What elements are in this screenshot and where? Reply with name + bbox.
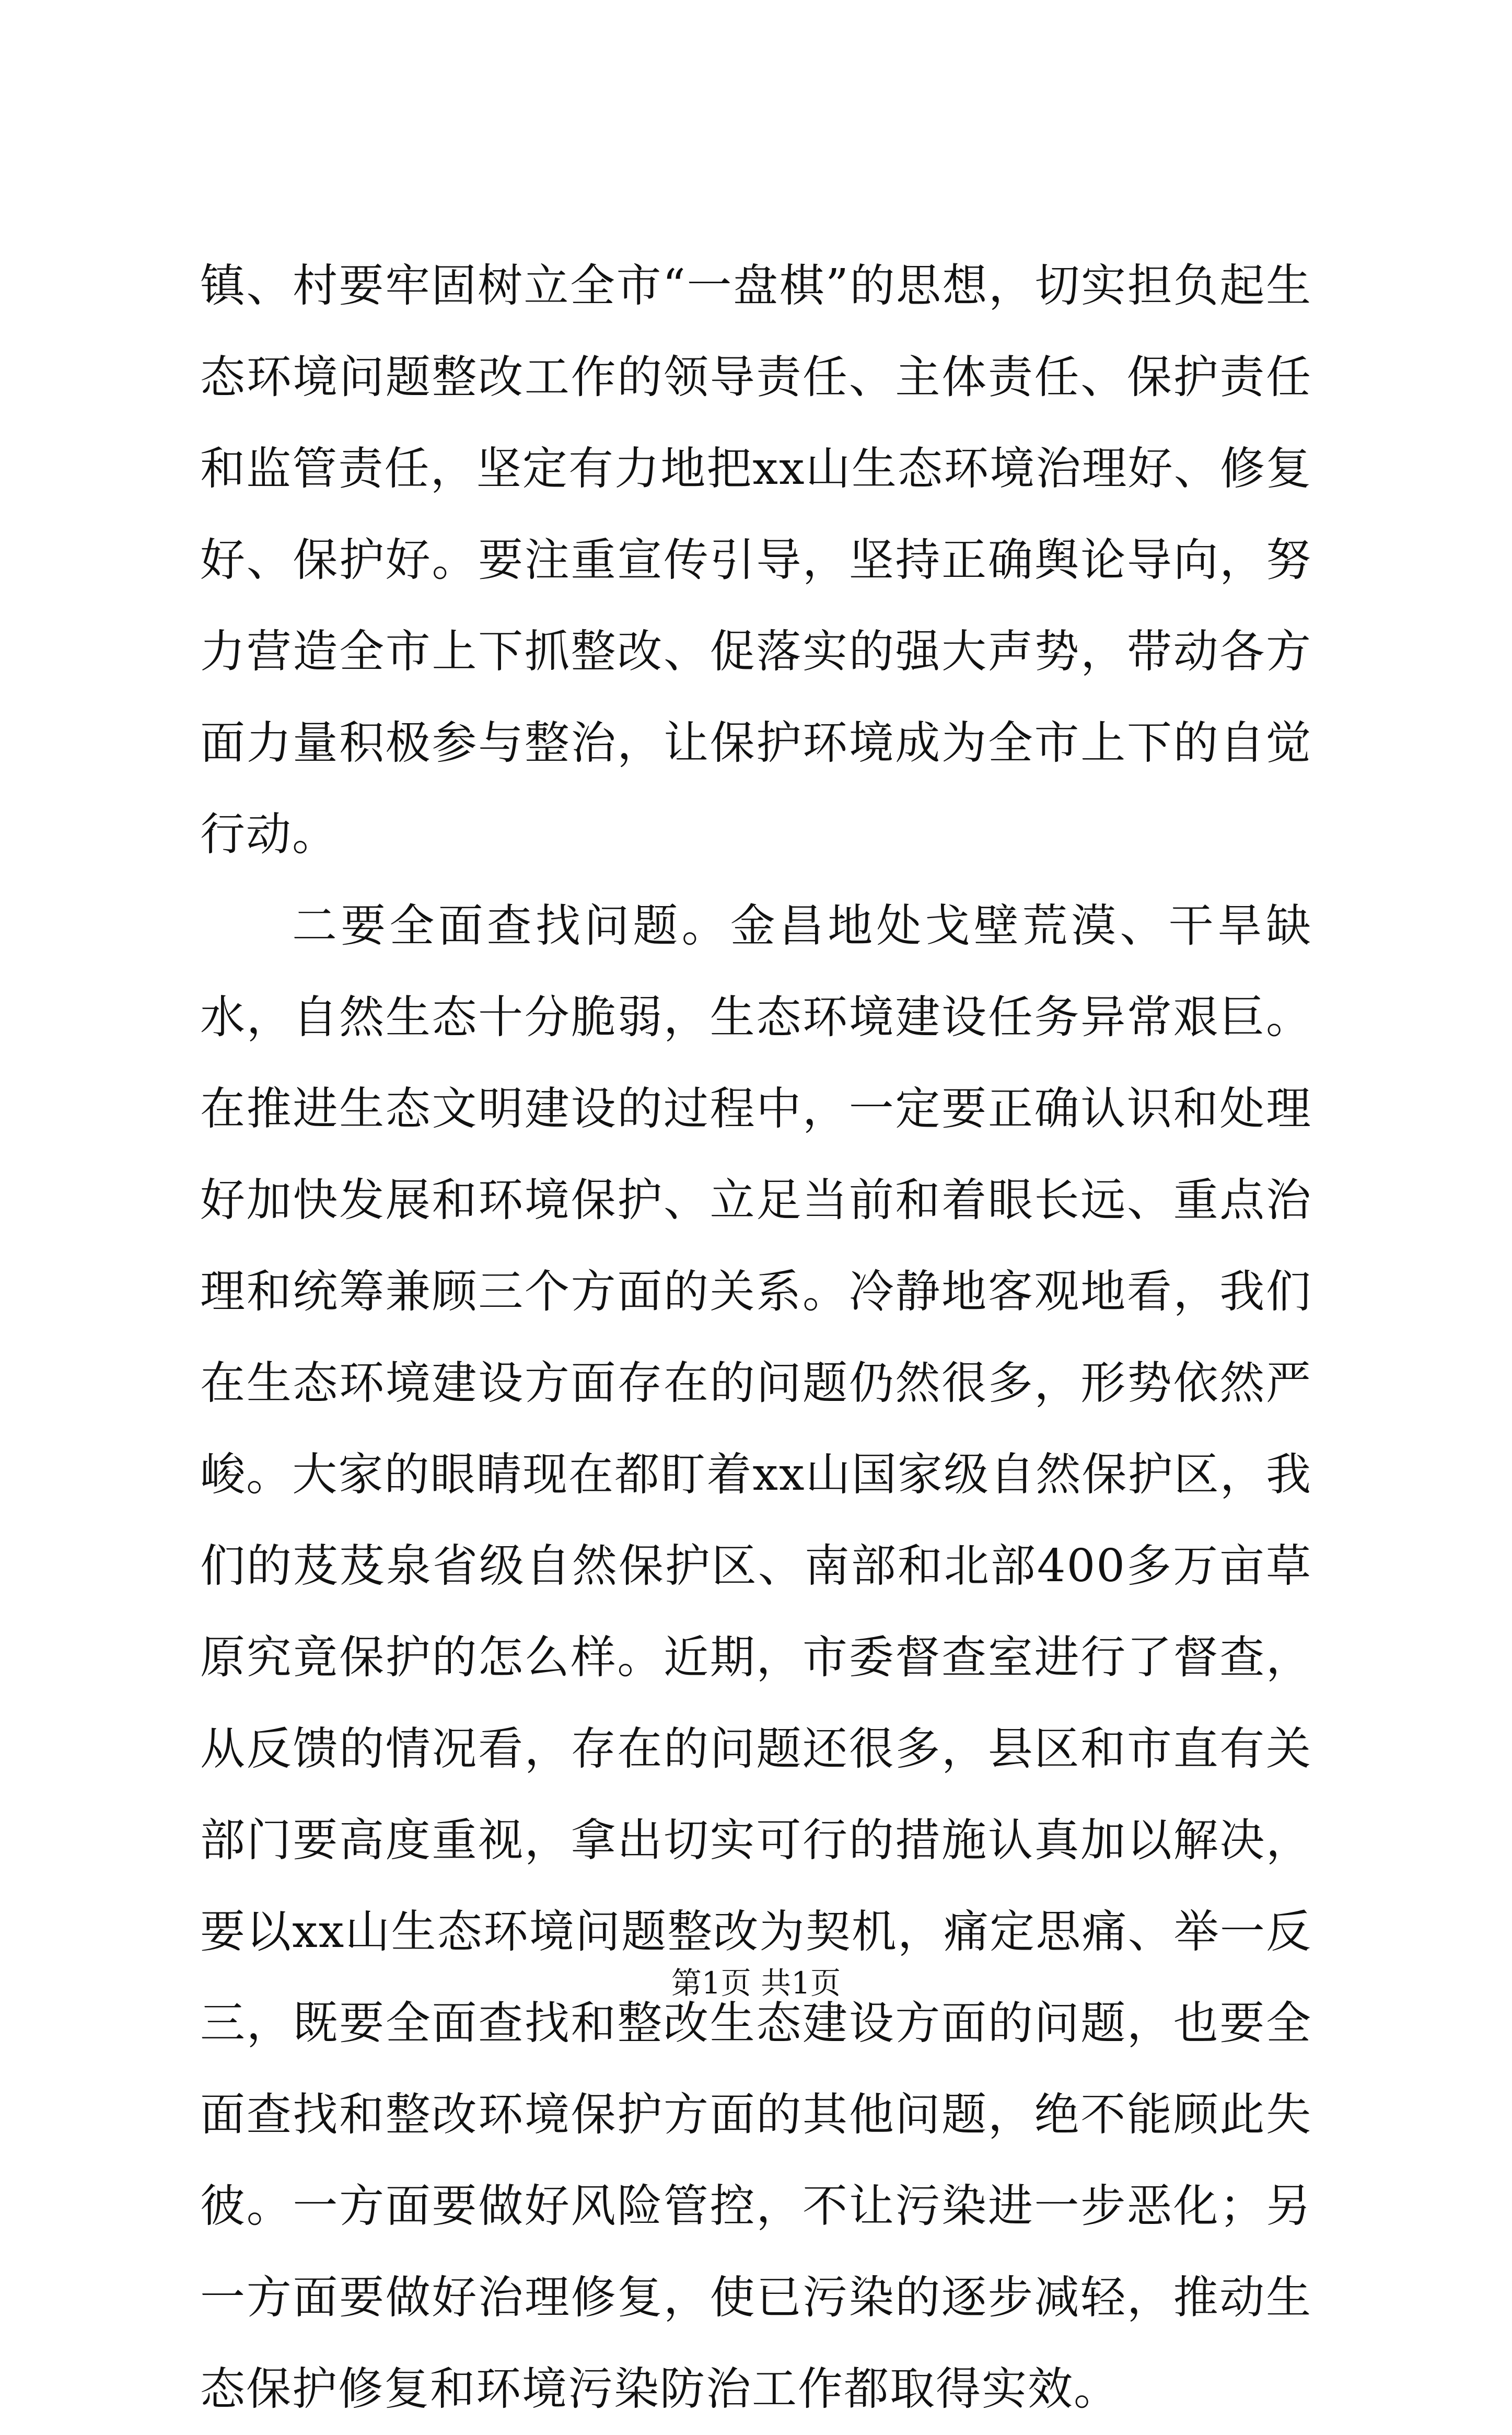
paragraph-full-investigation: 二要全面查找问题。金昌地处戈壁荒漠、干旱缺水，自然生态十分脆弱，生态环境建设任务异常艰巨。在推进生态文明建设的过程中，一定要正确认识和处理好加快发展和环境保护、立足当前和着眼长远、重点治理和统筹兼顾三个方面的关系。冷静地客观地看，我们在生态环境建设方面存在的问题仍然很多，形势依然严峻。大家的眼睛现在都盯着xx山国家级自然保护区，我们的芨芨泉省级自然保护区、南部和北部400多万亩草原究竟保护的怎么样。近期，市委督查室进行了督查，从反馈的情况看，存在的问题还很多，县区和市直有关部门要高度重视，拿出切实可行的措施认真加以解决，要以xx山生态环境问题整改为契机，痛定思痛、举一反三，既要全面查找和整改生态建设方面的问题，也要全面查找和整改环境保护方面的其他问题，绝不能顾此失彼。一方面要做好风险管控，不让污染进一步恶化；另一方面要做好治理修复，使已污染的逐步减轻，推动生态保护修复和环境污染防治工作都取得实效。 [200, 900, 1312, 2415]
page-footer: 第1页 共1页 [671, 1965, 841, 2001]
document-body [200, 240, 1312, 2435]
paragraph-continuation: 镇、村要牢固树立全市“一盘棋”的思想，切实担负起生态环境问题整改工作的领导责任、主体责任、保护责任和监管责任，坚定有力地把xx山生态环境治理好、修复好、保护好。要注重宣传引导，坚持正确舆论导向，努力营造全市上下抓整改、促落实的强大声势，带动各方面力量积极参与整治，让保护环境成为全市上下的自觉行动。 [200, 260, 1312, 861]
